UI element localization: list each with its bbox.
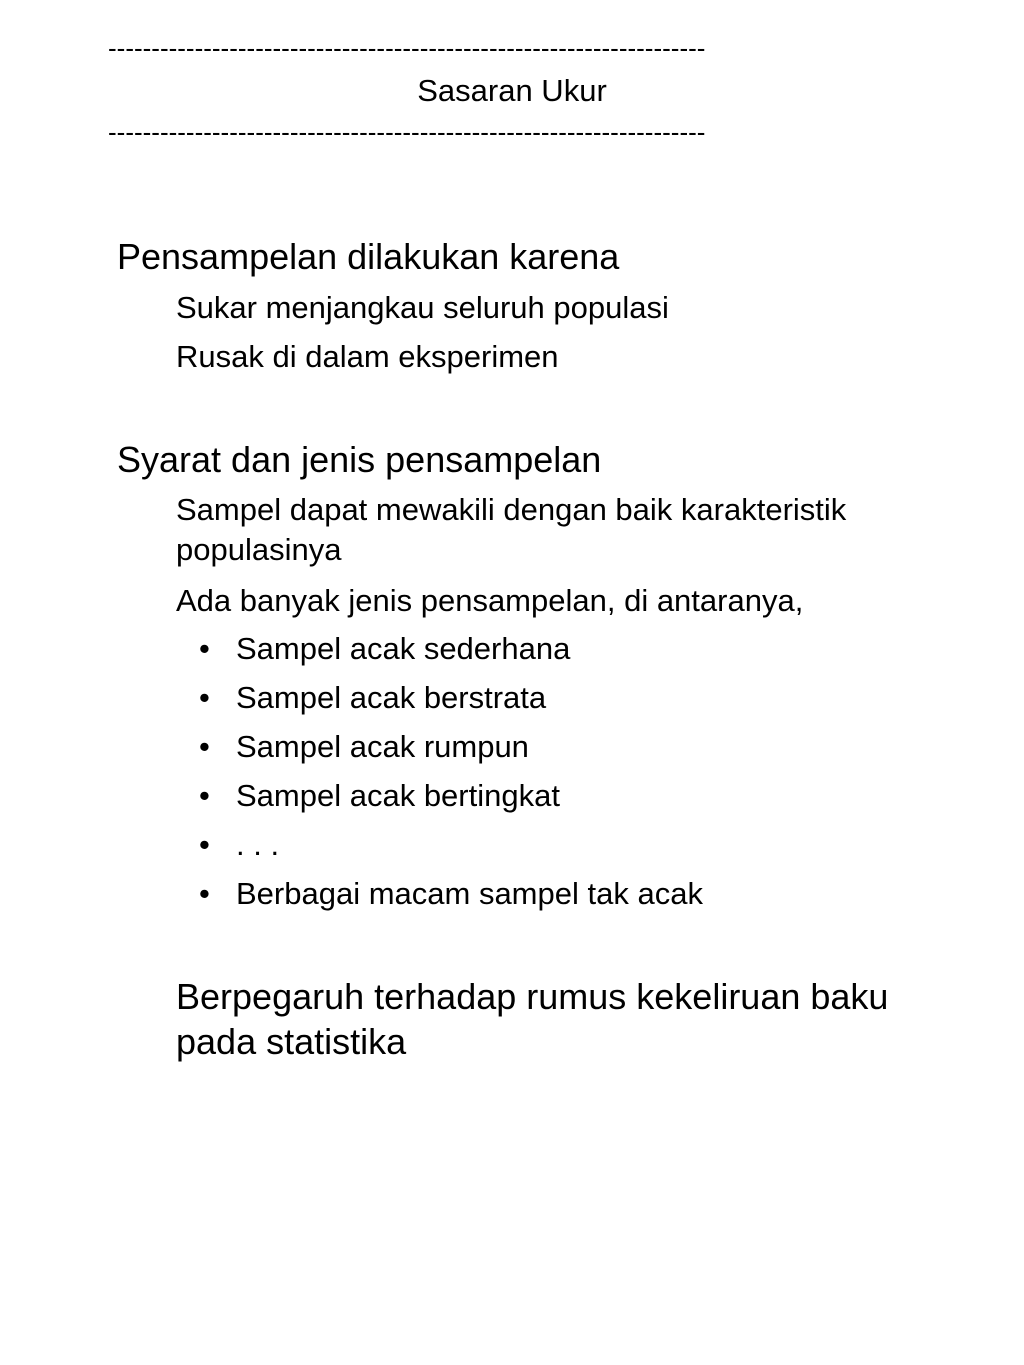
reason-item: Sukar menjangkau seluruh populasi <box>176 290 669 325</box>
types-item-line: populasinya <box>176 532 342 567</box>
bullet-icon: • <box>199 827 210 862</box>
bullet-icon: • <box>199 876 210 911</box>
types-item-line: Sampel dapat mewakili dengan baik karakteristik <box>176 492 847 527</box>
list-item-label: Sampel acak sederhana <box>236 631 571 666</box>
list-item <box>199 777 560 815</box>
bullet-icon: • <box>199 729 210 764</box>
list-item <box>199 728 529 766</box>
list-item <box>199 826 279 864</box>
bullet-icon: • <box>199 680 210 715</box>
list-item <box>199 630 570 668</box>
list-item <box>199 875 703 913</box>
header-rule-bottom: --------------------------------------------------------------------- <box>108 117 706 147</box>
list-item <box>199 679 546 717</box>
section-heading-types: Syarat dan jenis pensampelan <box>117 439 602 480</box>
effect-line: pada statistika <box>176 1021 407 1062</box>
effect-line: Berpegaruh terhadap rumus kekeliruan baku <box>176 976 889 1017</box>
bullet-icon: • <box>199 778 210 813</box>
reason-item: Rusak di dalam eksperimen <box>176 339 559 374</box>
section-heading-reason: Pensampelan dilakukan karena <box>117 236 620 277</box>
page-title: Sasaran Ukur <box>417 73 607 108</box>
header-rule-top: --------------------------------------------------------------------- <box>108 33 706 63</box>
list-item-label: Berbagai macam sampel tak acak <box>236 876 703 911</box>
bullet-icon: • <box>199 631 210 666</box>
types-item: Ada banyak jenis pensampelan, di antaranya, <box>176 583 804 618</box>
list-item-label: Sampel acak berstrata <box>236 680 547 715</box>
list-item-label: . . . <box>236 827 280 862</box>
list-item-label: Sampel acak bertingkat <box>236 778 560 813</box>
list-item-label: Sampel acak rumpun <box>236 729 529 764</box>
